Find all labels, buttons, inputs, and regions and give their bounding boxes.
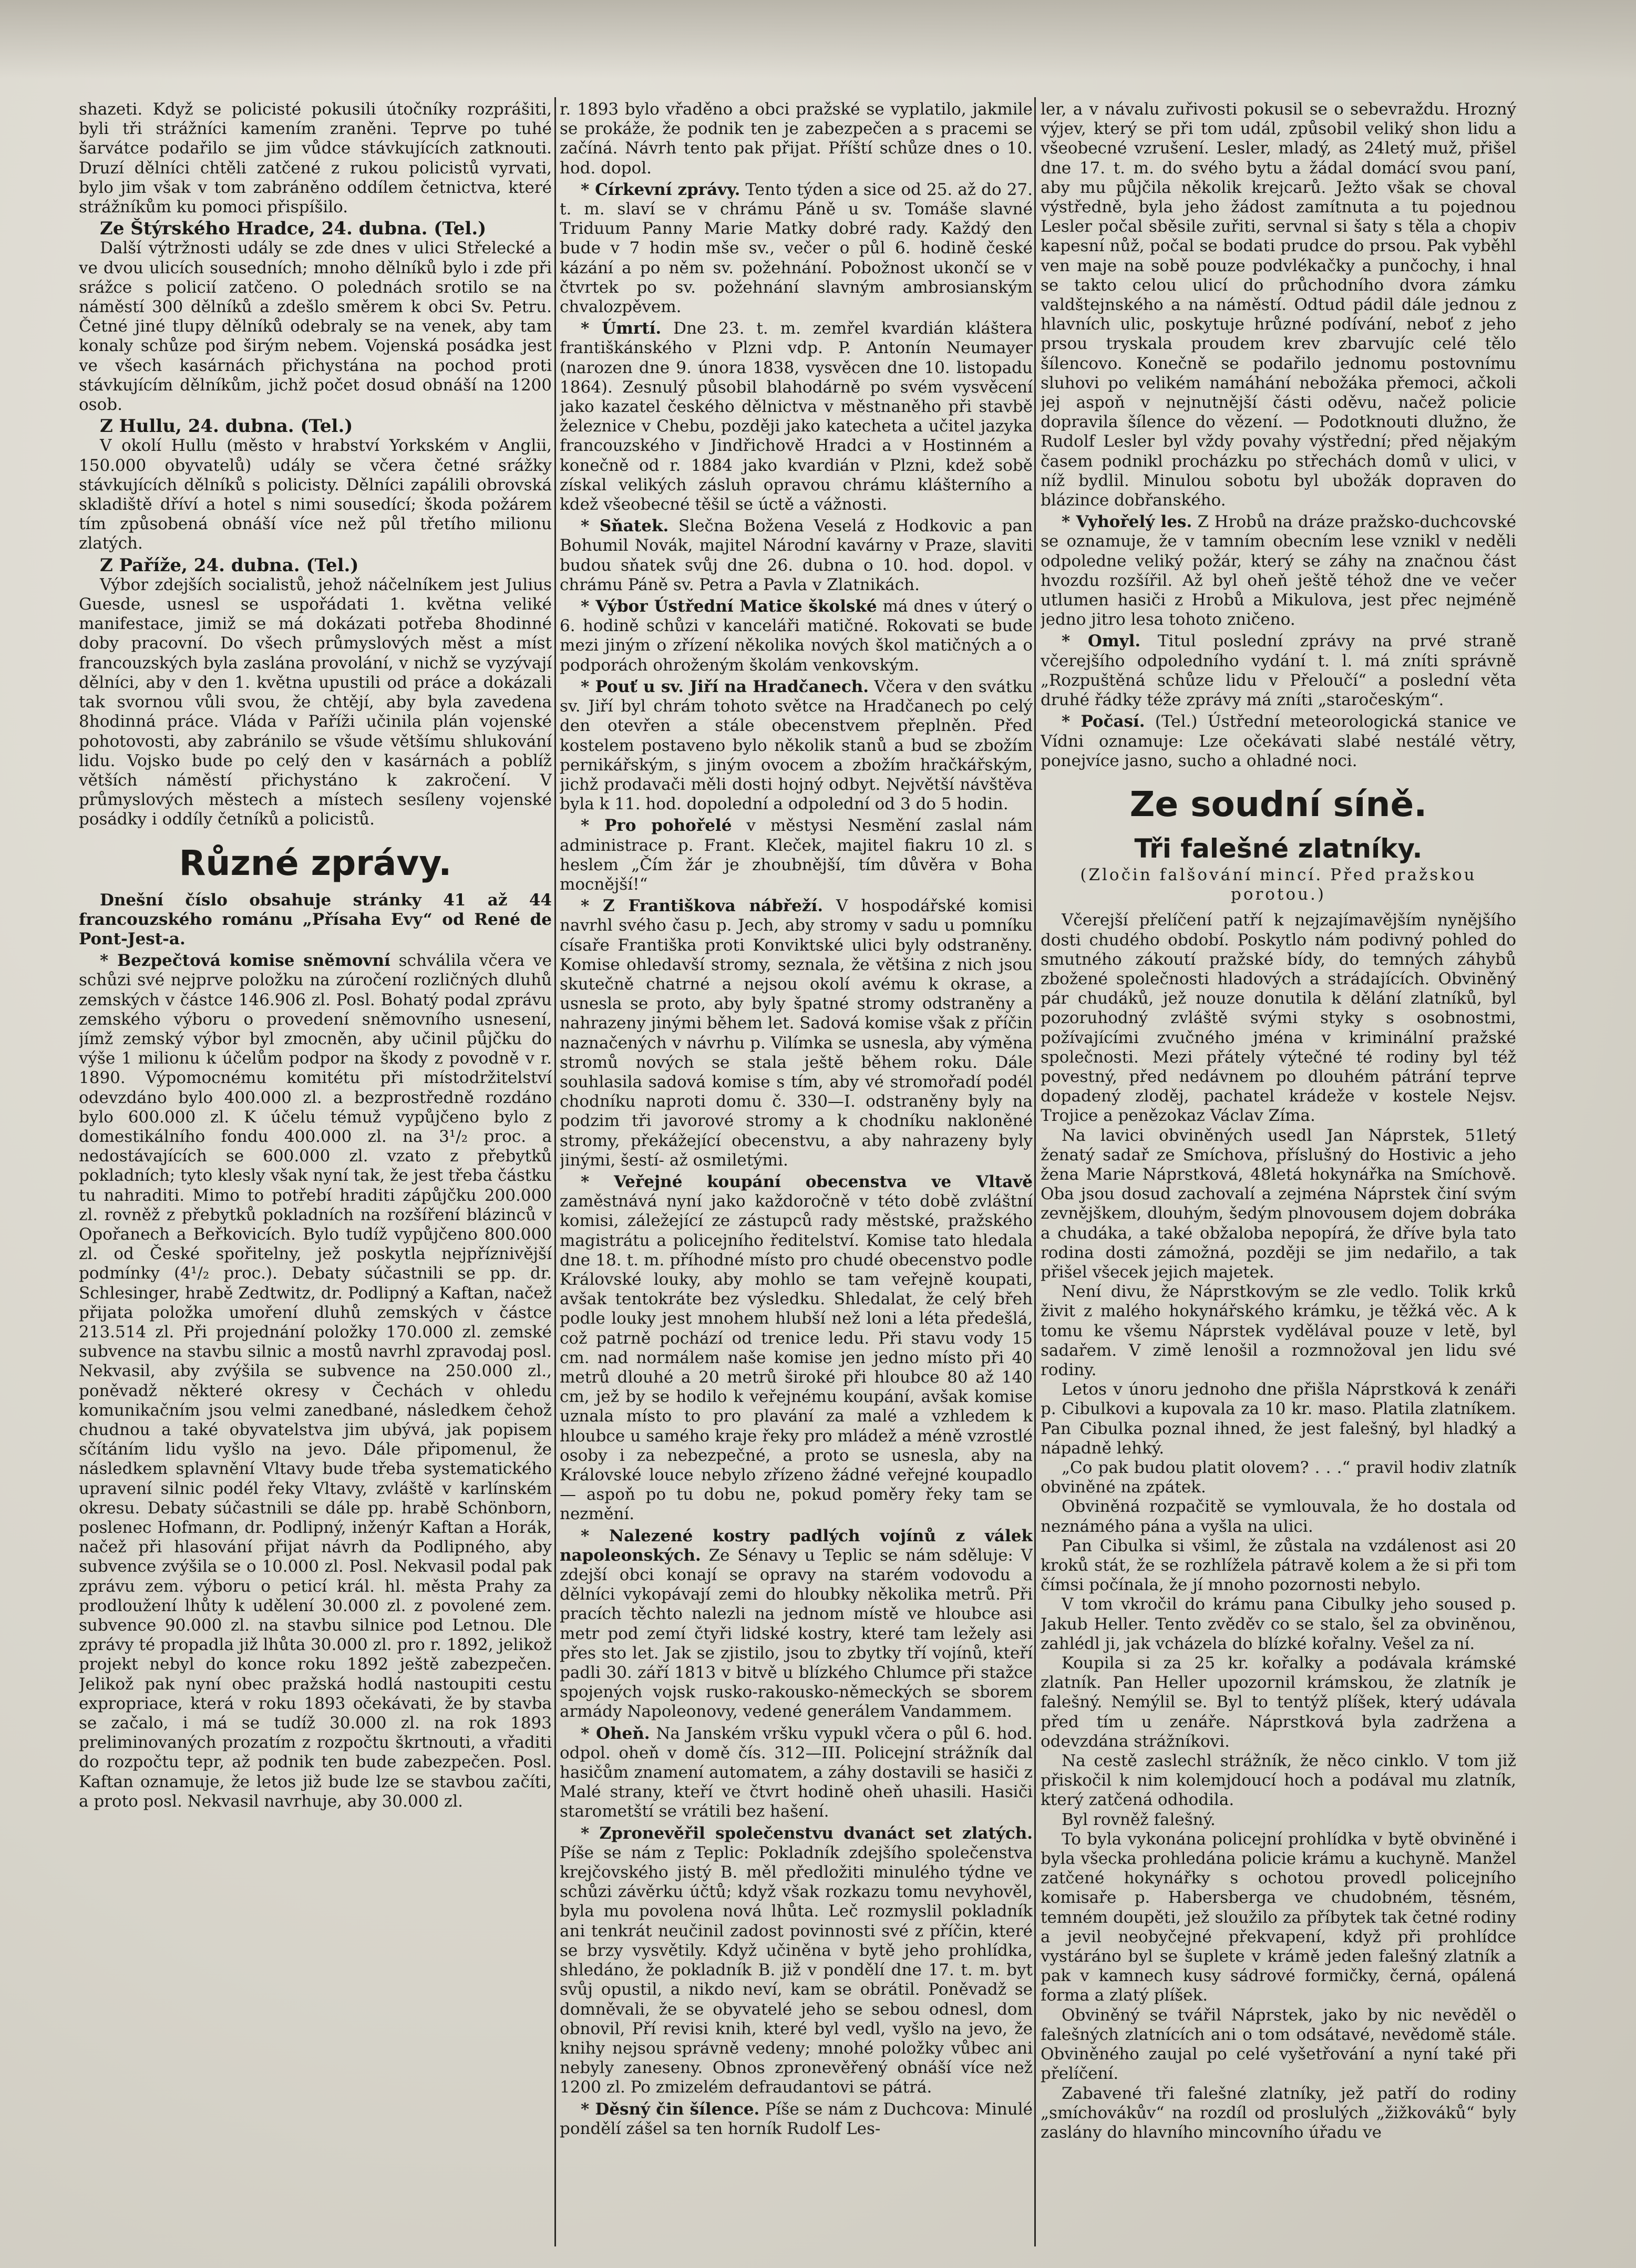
news-body: Včera v den svátku sv. Jiří byl chrám tohoto světce na Hradčanech po celý den otevřen a stále obecenstvem přeplněn. Před kostelem postaveno bylo několik stanů a bud se zbožím pernikářským, s jiným ovocem a zbožím hračkářským, jichž prodavači měli dosti hojný odbyt. Největší návštěva byla k 11. hod. dopolední a odpolední od 3 do 5 hodin. <box>560 677 1033 814</box>
news-item <box>560 677 1033 814</box>
news-item <box>560 1527 1033 1722</box>
news-item <box>560 1172 1033 1524</box>
news-kicker: * Nalezené kostry padlých vojínů z válek napoleonských. <box>560 1526 1033 1565</box>
news-body: Dne 23. t. m. zemřel kvardián kláštera františkánského v Plzni vdp. P. Antonín Neumayer (narozen dne 9. února 1838, vysvěcen dne 10. listopadu 1864). Zesnulý působil blahodárně po svém vysvěcení jako kazatel českého dělnictva v městnaněho při stavbě železnice v Chebu, později jako katecheta a učitel jazyka francouzského v Jindřichově Hradci a v Hostinném a konečně od r. 1884 jako kvardián v Plzni, kdež sobě získal velikých zásluh opravou chrámu klášterního a kdež všeobecné těšil se úctě a vážnosti. <box>560 319 1033 514</box>
column-1 <box>79 100 552 2244</box>
news-kicker: * Děsný čin šílence. <box>581 2099 760 2119</box>
news-item <box>79 951 552 1811</box>
paragraph: Na cestě zaslechl strážník, že něco cinklo. V tom již přiskočil k nim kolemjdoucí hoch a podával mu zlatník, který zatčená odhodila. <box>1041 1751 1516 1810</box>
news-kicker: * Oheň. <box>581 1724 650 1743</box>
news-body: (Tel.) Ústřední meteorologická stanice ve Vídni oznamuje: Lze očekávati slabé nestálé větry, ponejvíce jasno, sucho a ohladné noci. <box>1041 712 1516 770</box>
paragraph: Výbor zdejších socialistů, jehož náčelníkem jest Julius Guesde, usnesl se uspořádati 1. května veliké manifestace, jimiž se má dokázati potřeba 8hodinné doby pracovní. Do všech průmyslových měst a míst francouzských byla zaslána provolání, v nichž se vyzývají dělníci, aby v den 1. května upustili od práce a dokázali tak svornou vůli svou, že chtějí, aby byla zavedena 8hodinná práce. Vláda v Paříži učinila plán vojenské pohotovosti, aby zabránilo se všude většímu shlukování lidu. Vojsko bude po celý den v kasárnách a poblíž větších náměstí přichystáno k zakročení. V průmyslových městech a místech sesíleny vojenské posádky i oddíly četníků a policistů. <box>79 575 552 829</box>
paragraph: Na lavici obviněných usedl Jan Náprstek, 51letý ženatý sadař ze Smíchova, příslušný do Hostivic a jeho žena Marie Náprstková, 48letá hokynářka na Smíchově. Oba jsou dosud zachovalí a zejména Náprstek činí svým zevnějškem, dlouhým, šedým plnovousem dojem dobráka a chudáka, a také obžaloba nepopírá, že dříve byla tato rodina dosti zámožná, později se jim nedařilo, a tak přišel všecek jejich majetek. <box>1041 1126 1516 1282</box>
news-body: Z Hrobů na dráze pražsko-duchcovské se oznamuje, že v tamním obecním lese vznikl v neděli odpoledne veliký požár, který se záhy na značnou část hvozdu rozšířil. Až byl oheň ještě téhož dne ve večer utlumen hasiči z Hrobů a Mikulova, jest přec nejméně jedno jitro lesa tohoto zničeno. <box>1041 512 1516 630</box>
news-kicker: * Počasí. <box>1062 712 1145 731</box>
paragraph: Obviněná rozpačitě se vymlouvala, že ho dostala od neznámého pána a vyšla na ulici. <box>1041 1497 1516 1536</box>
paragraph: Zabavené tři falešné zlatníky, jež patří do rodiny „smíchovákův“ na rozdíl od proslulých „žižkováků“ byly zaslány do hlavního mincovního úřadu ve <box>1041 2084 1516 2142</box>
column-rule <box>554 97 556 2246</box>
paragraph: To byla vykonána policejní prohlídka v bytě obviněné i byla všecka prohledána policie krámu a kuchyně. Manžel zatčené hokynářky s ochotou provedl policejního komisaře p. Habersberga ve chudobném, těsném, temném doupěti, jež sloužilo za příbytek tak četné rodiny a jevil neobyčejné překvapení, když při prohlídce vystáráno byl se šuplete v krámě jeden falešný zlatník a pak v kamnech kusy sádrové formičky, černá, opálená forma a zlatý plíšek. <box>1041 1829 1516 2005</box>
article-headline: Tři falešné zlatníky. <box>1134 833 1423 864</box>
dateline: Ze Štýrského Hradce, 24. dubna. (Tel.) <box>100 218 487 240</box>
news-item <box>560 597 1033 675</box>
news-body: Píše se nám z Duchcova: Minulé pondělí zášel sa ten horník Rudolf Les- <box>560 2099 1033 2138</box>
news-item <box>560 517 1033 595</box>
paragraph: Letos v únoru jednoho dne přišla Náprstková k zenáři p. Cibulkovi a kupovala za 10 kr. maso. Platila zlatníkem. Pan Cibulka poznal ihned, že jest falešný, byl hladký a nápadně lehký. <box>1041 1380 1516 1458</box>
news-kicker: * Pro pohořelé <box>581 816 732 836</box>
page-shadow <box>0 0 1636 79</box>
paragraph: Pan Cibulka si všiml, že zůstala na vzdálenost asi 20 kroků stát, že se rozhlížela pátravě kolem a že si při tom čímsi počínala, že jí mnoho pozornosti nebylo. <box>1041 1536 1516 1595</box>
news-body: Tento týden a sice od 25. až do 27. t. m. slaví se v chrámu Páně u sv. Tomáše slavné Triduum Panny Marie Matky dobré rady. Každý den bude v 7 hodin mše sv., večer o půl 6. hodině české kázání a po něm sv. požehnání. Pobožnost ukončí se v čtvrtek po sv. požehnání slavným ambrosianským chvalozpěvem. <box>560 180 1033 317</box>
news-body: má dnes v úterý o 6. hodině schůzi v kanceláři matičné. Rokovati se bude mezi jiným o zřízení několika nových škol matičných a o podporách ohroženým školám venkovským. <box>560 597 1033 675</box>
news-body: Titul poslední zprávy na prvé straně včerejšího odpoledního vydání t. l. má zníti správně „Rozpuštěná schůze lidu v Přeloučí“ a poslední věta druhé řádky téže zprávy má zníti „staročeským“. <box>1041 632 1516 710</box>
paragraph: Není divu, že Náprstkovým se zle vedlo. Tolik krků živit z malého hokynářského krámku, je těžká věc. A k tomu ke všemu Náprstek vydělával pouze v letě, byl sadařem. V zimě lenošil a rozmnožoval jen lidu své rodiny. <box>1041 1282 1516 1379</box>
news-item <box>1041 512 1516 630</box>
column-3 <box>1041 100 1516 2244</box>
paragraph: ler, a v návalu zuřivosti pokusil se o sebevraždu. Hrozný výjev, který se při tom udál, způsobil veliký shon lidu a všeobecné vzrušení. Lesler, mladý, as 24letý muž, přišel dne 17. t. m. do svého bytu a žádal domácí svou paní, aby mu půjčila několik krejcarů. Ježto však se choval výstředně, byla jeho žádost zamítnuta a tu pojednou Lesler počal sběsile zuřiti, servnal si šaty s těla a chopiv kapesní nůž, počal se bodati prudce do prsou. Pak vyběhl ven maje na sobě pouze podvlékačky a punčochy, i hnal se takto celou ulicí do průchodního dvora zámku valdštejnského a na náměstí. Odtud pádil dále jednou z hlavních ulic, poskytuje hrůzné podívání, neboť z jeho prsou tryskala proudem krev zbarvujíc celé tělo šílencovo. Konečně se podařilo jednomu postovnímu sluhovi po velikém namáhání nebožáka přemoci, ačkoli jej aspoň v nejnutnější části oděvu, načež policie dopravila šílence do vězení. — Podotknouti dlužno, že Rudolf Lesler byl vždy povahy výstřední; před nějakým časem podnikl procházku po střechách domů v ulici, v níž bydlil. Minulou sobotu byl ubožák dopraven do blázince dobřanského. <box>1041 100 1516 510</box>
paragraph: shazeti. Když se policisté pokusili útočníky rozprášiti, byli tři strážníci kamením zraněni. Teprve po tuhé šarvátce podařilo se jim vůdce stávkujících zatknouti. Druzí dělníci chtěli zatčené z rukou policistů vyrvati, bylo jim však v tom zabráněno oddílem četnictva, které strážníkům ku pomoci přispíšilo. <box>79 100 552 217</box>
news-item <box>560 896 1033 1170</box>
article-subheadline: (Zločin falšování mincí. Před pražskou porotou.) <box>1080 865 1477 904</box>
news-body: Píše se nám z Teplic: Pokladník zdejšího společenstva krejčovského jistý B. měl předložiti minulého týdne ve schůzi závěrku účtů; když však rozkazu tomu nevyhověl, byla mu povolena nová lhůta. Leč rozmyslil pokladník ani tenkrát neučinil zadost povinnosti své z příčin, které se brzy vysvětily. Když učiněna v bytě jeho prohlídka, shledáno, že pokladník B. již v pondělí dne 17. t. m. byt svůj opustil, a nikdo neví, kam se obrátil. Poněvadž se domněvali, že se obyvatelé jeho se sebou odnesl, dom obnovil, Pří revisi knih, které byl vedl, vyšlo na jevo, že knihy nejsou správně vedeny; mnohé položky vůbec ani nebyly zaneseny. Obnos zpronevěřený obnáší více než 1200 zl. Po zmizelém defraudantovi se pátrá. <box>560 1843 1033 2097</box>
news-kicker: * Omyl. <box>1062 632 1141 651</box>
news-kicker: * Z Františkova nábřeží. <box>581 896 824 916</box>
news-kicker: * Bezpečtová komise sněmovní <box>100 951 390 971</box>
news-body: V hospodářské komisi navrhl svého času p. Jech, aby stromy v sadu u pomníku císaře Františka proti Konviktské ulici byly odstraněny. Komise ohledavší stromy, seznala, že většina z nich jsou skutečně chatrné a nejsou okolí avému k okrase, a usnesla se proto, aby byly špatné stromy odstraněny a nahrazeny jinými během let. Sadová komise však z příčin naznačených v návrhu p. Vilímka se usnesla, aby výměna stromů nových se stala ještě během roku. Dále souhlasila sadová komise s tím, aby vé stromořadí podél chodníku naproti domu č. 330—I. odstraněny byly na podzim tři javorové stromy a k chodníku nakloněné stromy, překážející obecenstvu, a aby nahrazeny byly jinými, šestí- až osmiletými. <box>560 896 1033 1170</box>
dateline: Z Paříže, 24. dubna. (Tel.) <box>100 554 359 576</box>
paragraph: Obviněný se tvářil Náprstek, jako by nic nevěděl o falešných zlatnících ani o tom odsátavé, nevědomě stále. Obviněného zaujal po celé vyšetřování a nyní také při přelíčení. <box>1041 2005 1516 2084</box>
news-item <box>560 180 1033 317</box>
paragraph: „Co pak budou platit olovem? . . .“ pravil hodiv zlatník obviněné na zpátek. <box>1041 1458 1516 1497</box>
paragraph: r. 1893 bylo vřaděno a obci pražské se vyplatilo, jakmile se prokáže, že podnik ten je zabezpečen a s pracemi se začíná. Návrh tento pak přijat. Příští schůze dnes o 10. hod. dopol. <box>560 100 1033 178</box>
news-kicker: * Pouť u sv. Jiří na Hradčanech. <box>581 677 869 696</box>
column-2 <box>560 100 1033 2244</box>
news-kicker: * Církevní zprávy. <box>581 180 740 199</box>
paragraph: Další výtržnosti udály se zde dnes v ulici Střelecké a ve dvou ulicích sousedních; mnoho dělníků bylo i zde při srážce s policií zatčeno. O polednách srotilo se na náměstí 300 dělníků a zdešlo směrem k obci Sv. Petru. Četné jiné tlupy dělníků odebraly se na venek, aby tam konaly schůze pod širým nebem. Vojenská posádka jest ve všech kasárnách přichystána na pochod proti stávkujícím dělníkům, jichž počet dosud obnáší na 1200 osob. <box>79 239 552 415</box>
news-item <box>1041 632 1516 710</box>
paragraph: Dnešní číslo obsahuje stránky 41 až 44 francouzského románu „Přísaha Evy“ od René de Pont-Jest-a. <box>79 890 552 949</box>
paragraph: Včerejší přelíčení patří k nejzajímavějším nynějšího dosti chudého období. Poskytlo nám podivný pohled do smutného zákoutí pražské bídy, do temných záhybů zbožené společnosti hladových a strádajících. Obviněný pár chudáků, jež nouze donutila k dělání zlatníků, byl pozoruhodný zvláště svými styky s osobnostmi, požívajícími zvučného jména v kriminální pražské společnosti. Mezi přátely výtečné té rodiny byl též povestný, před nedávnem po dlouhém pátrání teprve dopadený zloděj, pachatel krádeže v kostele Nejsv. Trojice a penězokaz Václav Zíma. <box>1041 911 1516 1126</box>
paragraph: V okolí Hullu (město v hrabství Yorkském v Anglii, 150.000 obyvatelů) udály se včera četné srážky stávkujících dělníků s policisty. Dělníci zapálili obrovská skladiště dříví a hotel s nimi sousedící; škoda požárem tím způsobená obnáší více než půl třetího milionu zlatých. <box>79 436 552 553</box>
paragraph: Byl rovněž falešný. <box>1062 1810 1216 1829</box>
news-kicker: * Vyhořelý les. <box>1062 512 1192 532</box>
news-item <box>560 1824 1033 2098</box>
news-body: schválila včera ve schůzi své nejprve položku na zúročení rozličných dluhů zemských v částce 146.906 zl. Posl. Bohatý podal zprávu zemského výboru o provedení sněmovního usnesení, jímž zemský výbor byl zmocněn, aby učinil půjčku do výše 1 milionu k účelům podpor na škody z povodně v r. 1890. Výpomocnému komitétu při místodržitelství odevzdáno bylo 400.000 zl. a bezprostředně rozdáno bylo 600.000 zl. K účelu témuž vypůjčeno bylo z domestikálního fondu 400.000 zl. na 3¹/₂ proc. a nedostávajících se 600.000 zl. vzato z přebytků pokladních; tyto klesly však nyní tak, že jest třeba částku tu nahraditi. Mimo to potřebí hraditi zápůjčku 200.000 zl. rovněž z přebytků pokladních na rozšíření blázinců v Opořanech a Beřkovicích. Bylo tudíž vypůjčeno 800.000 zl. od České spořitelny, jež poskytla nejpříznivější podmínky (4¹/₂ proc.). Debaty súčastnili se pp. dr. Schlesinger, hrabě Zedtwitz, dr. Podlipný a Kaftan, načež přijata položka umoření dluhů zemských v částce 213.514 zl. Při projednání položky 170.000 zl. zemské subvence na stavbu silnic a mostů navrhl zpravodaj posl. Nekvasil, aby zvýšila se subvence na 250.000 zl., poněvadž některé okresy v Čechách v ohledu komunikačním jsou velmi zanedbané, následkem čehož chudnou a také obyvatelstva jim ubývá, jak popisem sčítáním lidu vyšlo na jevo. Dále připomenul, že následkem splavnění Vltavy bude třeba systematického upravení silnic podél řeky Vltavy, zvláště v karlínském okresu. Debaty súčastnili se dále pp. hrabě Schönborn, poslenec Hofmann, dr. Podlipný, inženýr Kaftan a Horák, načež při hlasování přijat návrh da Podlipného, aby subvence zvýšila se o 10.000 zl. Posl. Nekvasil podal pak zprávu zem. výboru o peticí král. hl. města Prahy za prodloužení lhůty k udělení 30.000 zl. z povolené zem. subvence 90.000 zl. na stavbu silnice pod Letnou. Dle zprávy té propadla již lhůta 30.000 zl. pro r. 1892, jelikož projekt nebyl do konce roku 1892 ještě zabezpečen. Jelikož pak nyní obec pražská hodlá nastoupiti cestu expropriace, která v roku 1893 očekávati, že by stavba se začalo, i má se tudíž 30.000 zl. na rok 1893 preliminovaných prozatím z rozpočtu škrtnouti, a vřaditi do rozpočtu tepr, až podnik ten bude zabezpečen. Posl. Kaftan oznamuje, že letos již bude lze se stavbou začíti, a proto posl. Nekvasil navrhuje, aby 30.000 zl. <box>79 951 552 1811</box>
paragraph: Koupila si za 25 kr. kořalky a podávala krámské zlatník. Pan Heller upozornil krámskou, že zlatník je falešný. Nemýlil se. Byl to tentýž plíšek, který udávala před tím u zenáře. Náprstková byla zadržena a odevzdána strážníkovi. <box>1041 1654 1516 1751</box>
news-body: Na Janském vršku vypukl včera o půl 6. hod. odpol. oheň v domě čís. 312—III. Policejní strážník dal hasičům znamení automatem, a záhy dostavili se hasiči z Malé strany, kteří ve čtvrt hodině oheň uhasili. Hasiči starometští se vrátili bez hašení. <box>560 1724 1033 1821</box>
section-title: Různé zprávy. <box>179 842 452 883</box>
news-item <box>560 1724 1033 1822</box>
news-body: zaměstnává nyní jako každoročně v této době zvláštní komisi, záležející ze zástupců rady městské, pražského magistrátu a policejního ředitelství. Komise tato hledala dne 18. t. m. příhodné místo pro chudé obecenstvo podle Královské louky, aby mohlo se tam veřejně koupati, avšak tentokráte bez výsledku. Shledalat, že celý břeh podle louky jest mnohem hlubší než loni a léta předešlá, což patrně pochází od trenice ledu. Při stavu vody 15 cm. nad normálem naše komise jen jedno místo při 40 metrů dlouhé a 20 metrů široké při hloubce 80 až 140 cm, jež by se hodilo k veřejnému koupání, avšak komise uznala místo to pro plavání za malé a vzhledem k hloubce u samého kraje řeky pro mládež a méně vzrostlé osoby i za nebezpečné, a proto se usnesla, aby na Královské louce nebylo zřízeno žádné veřejné koupadlo — aspoň po tu dobu ne, pokud poměry řeky tam se nezmění. <box>560 1192 1033 1524</box>
news-kicker: * Sňatek. <box>581 517 669 536</box>
dateline: Z Hullu, 24. dubna. (Tel.) <box>100 416 353 437</box>
news-body: Slečna Božena Veselá z Hodkovic a pan Bohumil Novák, majitel Národní kavárny v Praze, slaviti budou sňatek svůj dne 26. dubna o 10. hod. dopol. v chrámu Páně sv. Petra a Pavla v Zlatnikách. <box>560 517 1033 594</box>
news-kicker: * Úmrtí. <box>581 319 662 338</box>
news-body: v městysi Nesmění zaslal nám administrace p. Frant. Kleček, majitel fiakru 10 zl. s heslem „Čím žár je zhoubnější, tím důvěra v Boha mocnější!“ <box>560 816 1033 894</box>
news-item <box>560 2100 1033 2139</box>
news-kicker: * Veřejné koupání obecenstva ve Vltavě <box>581 1172 1033 1191</box>
news-body: Ze Sénavy u Teplic se nám sděluje: V zdejší obci konají se opravy na starém vodovodu a dělníci vykopávají zemi do hloubky několika metrů. Při pracích těchto nalezli na jednom místě ve hloubce asi metr pod zemí čtyři lidské kostry, které tam ležely asi přes sto let. Jak se zjistilo, jsou to zbytky tří vojínů, kteří padli 30. září 1813 v bitvě u blízkého Chlumce při stažce spojených vojsk rusko-rakousko-německých se sborem armády Napoleonovy, vedené generálem Vandammem. <box>560 1545 1033 1721</box>
news-item <box>560 816 1033 894</box>
column-rule <box>1034 97 1036 2246</box>
news-item <box>560 319 1033 514</box>
news-item <box>1041 712 1516 771</box>
news-kicker: * Zpronevěřil společenstvu dvanáct set zlatých. <box>581 1823 1033 1843</box>
section-title: Ze soudní síně. <box>1129 784 1427 824</box>
news-kicker: * Výbor Ústřední Matice školské <box>581 597 877 616</box>
paragraph: V tom vkročil do krámu pana Cibulky jeho soused p. Jakub Heller. Tento zvěděv co se stalo, šel za obviněnou, zahlédl ji, jak vcházela do blízké kořalny. Vešel za ní. <box>1041 1595 1516 1653</box>
